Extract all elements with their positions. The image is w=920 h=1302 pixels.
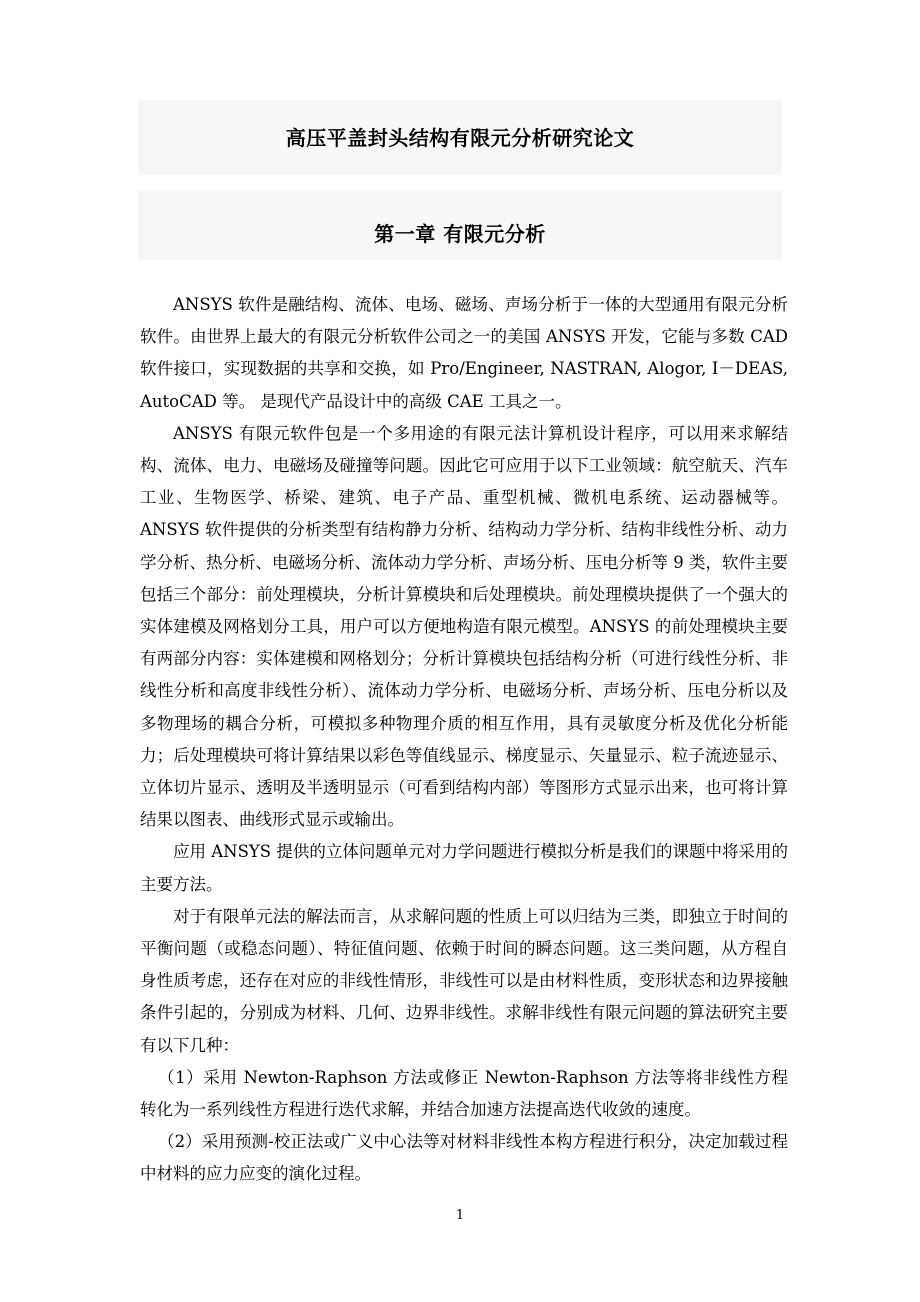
document-body [140,289,788,1191]
chapter-heading: 第一章 有限元分析 [374,222,546,246]
page-number: 1 [455,1208,465,1223]
paragraph-method: 应用 ANSYS 提供的立体问题单元对力学问题进行模拟分析是我们的课题中将采用的主要方法。 [140,842,788,894]
document-title: 高压平盖封头结构有限元分析研究论文 [285,126,635,150]
paragraph-ansys-capabilities: ANSYS 有限元软件包是一个多用途的有限元法计算机设计程序，可以用来求解结构、流体、电力、电磁场及碰撞等问题。因此它可应用于以下工业领域：航空航天、汽车工业、生物医学、桥梁、建筑、电子产品、重型机械、微机电系统、运动器械等。ANSYS 软件提供的分析类型有结构静力分析、结构动力学分析、结构非线性分析、动力学分析、热分析、电磁场分析、流体动力学分析、声场分析、压电分析等 9 类，软件主要包括三个部分：前处理模块，分析计算模块和后处理模块。前处理模块提供了一个强大的实体建模及网格划分工具，用户可以方便地构造有限元模型。ANSYS 的前处理模块主要有两部分内容：实体建模和网格划分；分析计算模块包括结构分析（可进行线性分析、非线性分析和高度非线性分析）、流体动力学分析、电磁场分析、声场分析、压电分析以及多物理场的耦合分析，可模拟多种物理介质的相互作用，具有灵敏度分析及优化分析能力；后处理模块可将计算结果以彩色等值线显示、梯度显示、矢量显示、粒子流迹显示、立体切片显示、透明及半透明显示（可看到结构内部）等图形方式显示出来，也可将计算结果以图表、曲线形式显示或输出。 [140,423,788,830]
paragraph-item-2: （2）采用预测-校正法或广义中心法等对材料非线性本构方程进行积分，决定加载过程中材料的应力应变的演化过程。 [140,1132,788,1184]
paragraph-ansys-intro: ANSYS 软件是融结构、流体、电场、磁场、声场分析于一体的大型通用有限元分析软件。由世界上最大的有限元分析软件公司之一的美国 ANSYS 开发，它能与多数 CAD 软件接口，实现数据的共享和交换，如 Pro/Engineer, NASTRAN, Alogor, I－DEAS, AutoCAD 等。 是现代产品设计中的高级 CAE 工具之一。 [140,295,788,411]
paragraph-nonlinear: 对于有限单元法的解法而言，从求解问题的性质上可以归结为三类，即独立于时间的平衡问题（或稳态问题）、特征值问题、依赖于时间的瞬态问题。这三类问题，从方程自身性质考虑，还存在对应的非线性情形，非线性可以是由材料性质，变形状态和边界接触条件引起的，分别成为材料、几何、边界非线性。求解非线性有限元问题的算法研究主要有以下几种： [140,906,788,1055]
paragraph-item-1: （1）采用 Newton-Raphson 方法或修正 Newton-Raphson 方法等将非线性方程转化为一系列线性方程进行迭代求解，并结合加速方法提高迭代收敛的速度。 [140,1067,788,1120]
